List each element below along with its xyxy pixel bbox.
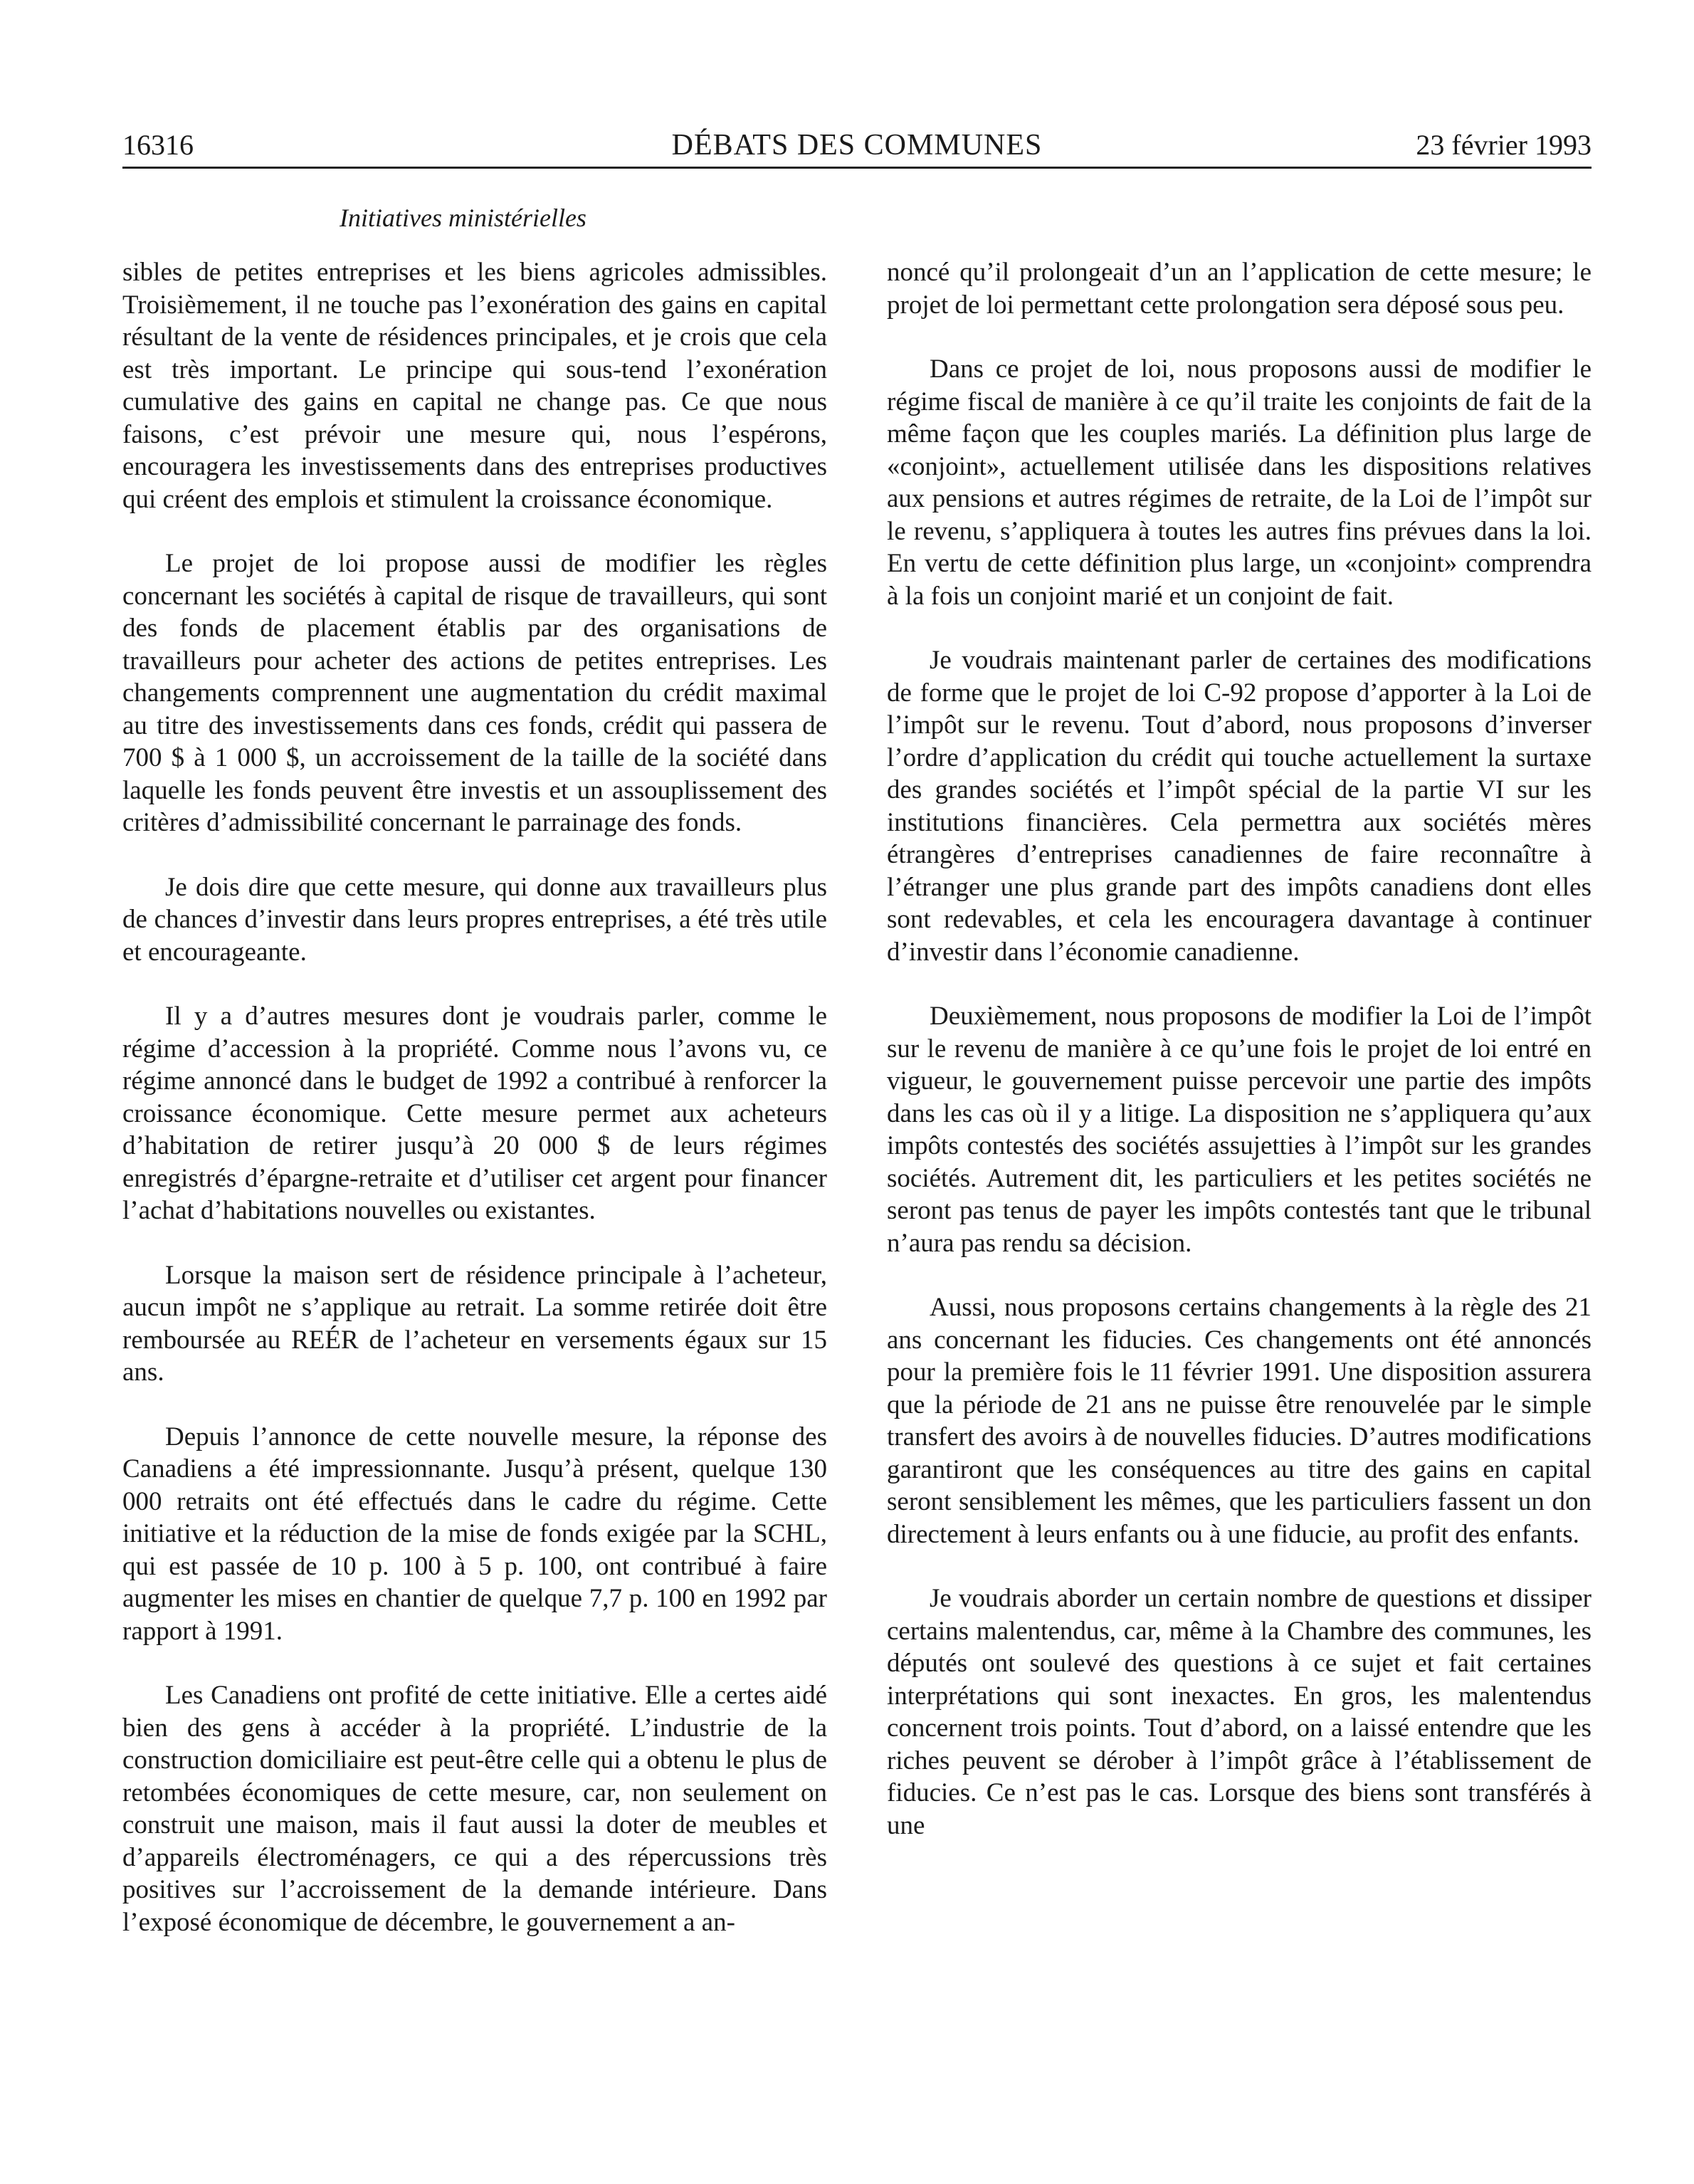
issue-date: 23 février 1993 bbox=[1416, 129, 1592, 161]
document-page bbox=[122, 0, 1592, 2184]
paragraph: Je voudrais maintenant parler de certaines des modifications de forme que le projet de loi C-92 propose d’apporter à la Loi de l’impôt sur le revenu. Tout d’abord, nous proposons d’inverser l’ordre d’application du crédit qui touche actuellement la surtaxe des grandes sociétés et l’impôt spécial de la partie VI sur les institutions financières. Cela permettra aux sociétés mères étrangères d’entreprises canadiennes de faire reconnaître à l’étranger une plus grande part des impôts canadiens dont elles sont redevables, et cela les encouragera davantage à continuer d’investir dans l’économie canadienne. bbox=[887, 646, 1592, 967]
page-number: 16316 bbox=[122, 129, 194, 161]
paragraph: Je dois dire que cette mesure, qui donne aux travailleurs plus de chances d’investir dans leurs propres entreprises, a été très utile et encourageante. bbox=[122, 872, 827, 967]
paragraph: Les Canadiens ont profité de cette initiative. Elle a certes aidé bien des gens à accéder à la propriété. L’industrie de la construction domiciliaire est peut-être celle qui a obtenu le plus de retombées économiques de cette mesure, car, non seulement on construit une maison, mais il faut aussi la doter de meubles et d’appareils électroménagers, ce qui a des répercussions très positives sur l’accroissement de la demande intérieure. Dans l’exposé économique de décembre, le gouvernement a an- bbox=[122, 1681, 827, 1937]
paragraph: Je voudrais aborder un certain nombre de questions et dissiper certains malentendus, car, même à la Chambre des communes, les députés ont soulevé des questions à ce sujet et fait certaines interprétations qui sont inexactes. En gros, les malentendus concernent trois points. Tout d’abord, on a laissé entendre que les riches peuvent se dérober à l’impôt grâce à l’établissement de fiducies. Ce n’est pas le cas. Lorsque des biens sont transférés à une bbox=[887, 1584, 1592, 1840]
paragraph: noncé qu’il prolongeait d’un an l’application de cette mesure; le projet de loi permettant cette prolongation sera déposé sous peu. bbox=[887, 258, 1592, 320]
right-column bbox=[887, 256, 1592, 1874]
running-header bbox=[122, 122, 1592, 169]
paragraph: Deuxièmement, nous proposons de modifier la Loi de l’impôt sur le revenu de manière à ce qu’une fois le projet de loi entré en vigueur, le gouvernement puisse percevoir une partie des impôts dans les cas où il y a litige. La disposition ne s’appliquera qu’aux impôts contestés des sociétés assujetties à l’impôt sur les grandes sociétés. Autrement dit, les particuliers et les petites sociétés ne seront pas tenus de payer les impôts contestés tant que le tribunal n’aura pas rendu sa décision. bbox=[887, 1002, 1592, 1258]
left-column bbox=[122, 256, 827, 1970]
journal-title: DÉBATS DES COMMUNES bbox=[671, 129, 1043, 162]
paragraph: Aussi, nous proposons certains changements à la règle des 21 ans concernant les fiducies. Ces changements ont été annoncés pour la première fois le 11 février 1991. Une disposition assurera que la période de 21 ans ne puisse être renouvelée par le simple transfert des avoirs à de nouvelles fiducies. D’autres modifications garantiront que les conséquences au titre des gains en capital seront sensiblement les mêmes, que les particuliers fassent un don directement à leurs enfants ou à une fiducie, au profit des enfants. bbox=[887, 1293, 1592, 1549]
paragraph: sibles de petites entreprises et les biens agricoles admissibles. Troisièmement, il ne touche pas l’exonération des gains en capital résultant de la vente de résidences principales, et je crois que cela est très important. Le principe qui sous-tend l’exonération cumulative des gains en capital ne change pas. Ce que nous faisons, c’est prévoir une mesure qui, nous l’espérons, encouragera les investissements dans des entreprises productives qui créent des emplois et stimulent la croissance économique. bbox=[122, 258, 827, 514]
section-label: Initiatives ministérielles bbox=[340, 204, 586, 232]
paragraph: Dans ce projet de loi, nous proposons aussi de modifier le régime fiscal de manière à ce qu’il traite les conjoints de fait de la même façon que les couples mariés. La définition plus large de «conjoint», actuellement utilisée dans les dispositions relatives aux pensions et autres régimes de retraite, de la Loi de l’impôt sur le revenu, s’appliquera à toutes les autres fins prévues dans la loi. En vertu de cette définition plus large, un «conjoint» comprendra à la fois un conjoint marié et un conjoint de fait. bbox=[887, 355, 1592, 611]
paragraph: Lorsque la maison sert de résidence principale à l’acheteur, aucun impôt ne s’applique au retrait. La somme retirée doit être remboursée au REÉR de l’acheteur en versements égaux sur 15 ans. bbox=[122, 1260, 827, 1387]
paragraph: Il y a d’autres mesures dont je voudrais parler, comme le régime d’accession à la propriété. Comme nous l’avons vu, ce régime annoncé dans le budget de 1992 a contribué à renforcer la croissance économique. Cette mesure permet aux acheteurs d’habitation de retirer jusqu’à 20 000 $ de leurs régimes enregistrés d’épargne-retraite et d’utiliser cet argent pour financer l’achat d’habitations nouvelles ou existantes. bbox=[122, 1002, 827, 1225]
paragraph: Le projet de loi propose aussi de modifier les règles concernant les sociétés à capital de risque de travailleurs, qui sont des fonds de placement établis par des organisations de travailleurs pour acheter des actions de petites entreprises. Les changements comprennent une augmentation du crédit maximal au titre des investissements dans ces fonds, crédit qui passera de 700 $ à 1 000 $, un accroissement de la taille de la société dans laquelle les fonds peuvent être investis et un assouplissement des critères d’admissibilité concernant le parrainage des fonds. bbox=[122, 549, 827, 837]
paragraph: Depuis l’annonce de cette nouvelle mesure, la réponse des Canadiens a été impressionnante. Jusqu’à présent, quelque 130 000 retraits ont été effectués dans le cadre du régime. Cette initiative et la réduction de la mise de fonds exigée par la SCHL, qui est passée de 10 p. 100 à 5 p. 100, ont contribué à faire augmenter les mises en chantier de quelque 7,7 p. 100 en 1992 par rapport à 1991. bbox=[122, 1422, 827, 1646]
